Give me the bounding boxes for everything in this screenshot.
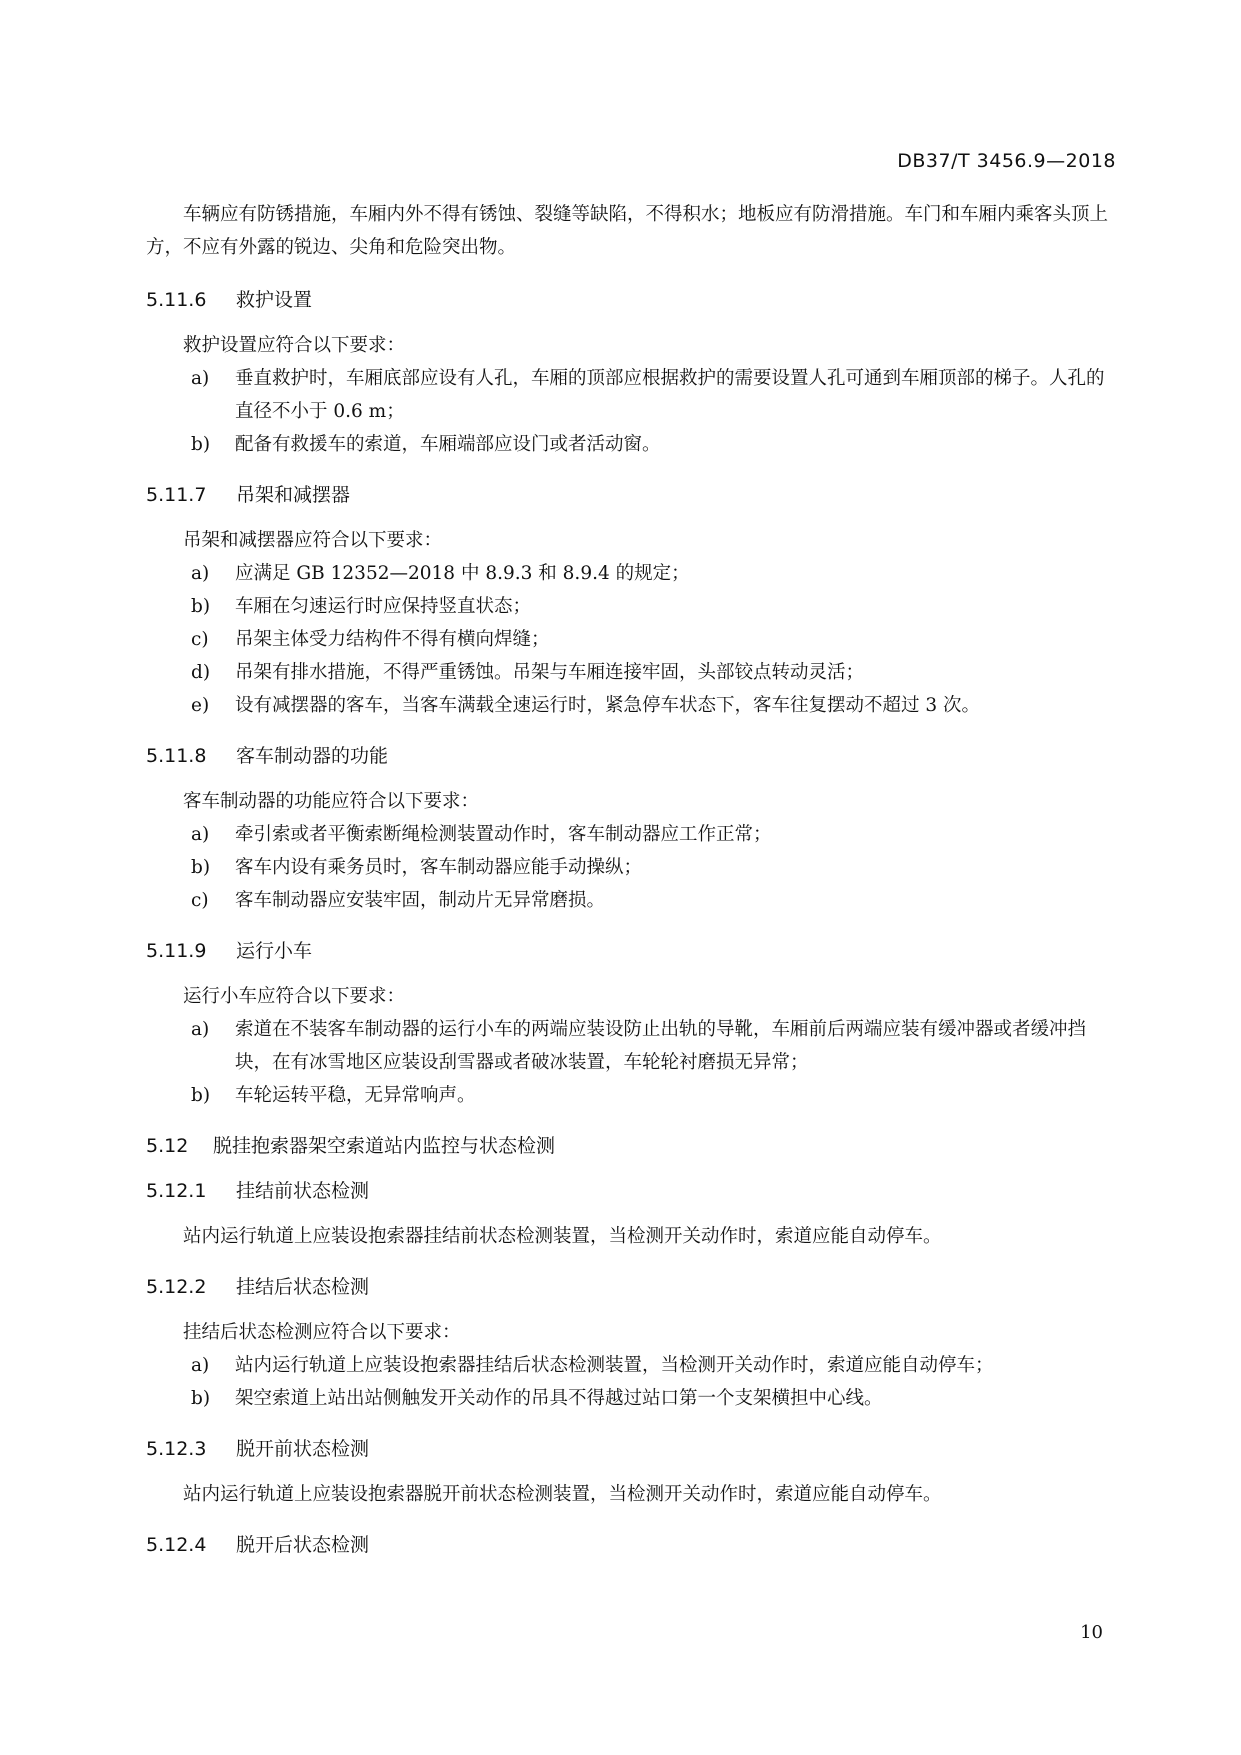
list-item-marker: c) [191,629,209,650]
section-number: 5.12.3 [146,1438,207,1460]
list-item-text: 车厢在匀速运行时应保持竖直状态； [235,596,532,617]
section-number: 5.11.8 [146,745,207,767]
list-item-text: 索道在不装客车制动器的运行小车的两端应装设防止出轨的导靴，车厢前后两端应装有缓冲器或者缓冲挡块，在有冰雪地区应装设刮雪器或者破冰装置，车轮轮衬磨损无异常； [235,1019,1087,1073]
section-title: 脱挂抱索器架空索道站内监控与状态检测 [213,1135,556,1157]
list-item-text: 架空索道上站出站侧触发开关动作的吊具不得越过站口第一个支架横担中心线。 [235,1388,883,1409]
list-item [146,1349,1118,1382]
list-item-marker: a) [191,368,210,389]
section-title: 脱开前状态检测 [236,1438,370,1460]
list-item-marker: b) [191,596,211,617]
section-heading [146,1175,1118,1208]
list-item-marker: a) [191,563,210,584]
section-number: 5.11.9 [146,940,207,962]
list-item-marker: b) [191,434,211,455]
section-title: 挂结后状态检测 [236,1276,370,1298]
list-item [146,623,1118,656]
list-item-marker: a) [191,1019,210,1040]
list-item-marker: a) [191,1355,210,1376]
section-body: 站内运行轨道上应装设抱索器挂结前状态检测装置，当检测开关动作时，索道应能自动停车。 [183,1226,942,1247]
list-item-marker: c) [191,890,209,911]
section-title: 客车制动器的功能 [236,745,389,767]
document-body [146,198,1118,1574]
section-number: 5.11.7 [146,484,207,506]
list-item-text: 垂直救护时，车厢底部应设有人孔，车厢的顶部应根据救护的需要设置人孔可通到车厢顶部的梯子。人孔的直径不小于 0.6 m； [235,368,1105,422]
list-item-text: 应满足 GB 12352—2018 中 8.9.3 和 8.9.4 的规定； [235,563,690,584]
section-title: 脱开后状态检测 [236,1534,370,1556]
list-item [146,818,1118,851]
section-number: 5.12.2 [146,1276,207,1298]
section-title: 吊架和减摆器 [236,484,351,506]
list-item-text: 吊架主体受力结构件不得有横向焊缝； [235,629,550,650]
list-item [146,851,1118,884]
document-code-header: DB37/T 3456.9—2018 [897,150,1116,172]
requirement-list [146,362,1118,461]
section-number: 5.11.6 [146,289,207,311]
list-item [146,884,1118,917]
requirement-list [146,557,1118,722]
section-heading [146,935,1118,968]
list-item-marker: b) [191,857,211,878]
section-number: 5.12.4 [146,1534,207,1556]
section-intro: 吊架和减摆器应符合以下要求： [183,530,443,551]
requirement-list [146,1349,1118,1415]
section-intro: 运行小车应符合以下要求： [183,986,406,1007]
list-item-text: 牵引索或者平衡索断绳检测装置动作时，客车制动器应工作正常； [235,824,772,845]
section-heading [146,1130,1118,1163]
list-item-text: 客车制动器应安装牢固，制动片无异常磨损。 [235,890,606,911]
section-heading [146,740,1118,773]
list-item [146,1013,1118,1079]
section-heading [146,1529,1118,1562]
list-item [146,689,1118,722]
list-item-text: 设有减摆器的客车，当客车满载全速运行时，紧急停车状态下，客车往复摆动不超过 3 次。 [235,695,981,716]
section-number: 5.12.1 [146,1180,207,1202]
list-item-text: 车轮运转平稳，无异常响声。 [235,1085,476,1106]
opening-paragraph: 车辆应有防锈措施，车厢内外不得有锈蚀、裂缝等缺陷，不得积水；地板应有防滑措施。车门和车厢内乘客头顶上方，不应有外露的锐边、尖角和危险突出物。 [146,204,1109,258]
list-item-marker: b) [191,1388,211,1409]
list-item [146,557,1118,590]
list-item-marker: e) [191,695,210,716]
section-body: 站内运行轨道上应装设抱索器脱开前状态检测装置，当检测开关动作时，索道应能自动停车。 [183,1484,942,1505]
section-heading [146,1271,1118,1304]
list-item-text: 配备有救援车的索道，车厢端部应设门或者活动窗。 [235,434,661,455]
section-heading [146,284,1118,317]
list-item [146,362,1118,428]
section-number: 5.12 [146,1135,189,1157]
section-title: 挂结前状态检测 [236,1180,370,1202]
section-heading [146,1433,1118,1466]
list-item [146,590,1118,623]
list-item-text: 客车内设有乘务员时，客车制动器应能手动操纵； [235,857,643,878]
list-item-text: 站内运行轨道上应装设抱索器挂结后状态检测装置，当检测开关动作时，索道应能自动停车； [235,1355,994,1376]
list-item-marker: d) [191,662,211,683]
list-item-marker: a) [191,824,210,845]
page-number: 10 [1080,1622,1103,1643]
list-item [146,1079,1118,1112]
list-item [146,428,1118,461]
list-item [146,1382,1118,1415]
section-intro: 客车制动器的功能应符合以下要求： [183,791,480,812]
list-item-marker: b) [191,1085,211,1106]
section-intro: 救护设置应符合以下要求： [183,335,406,356]
list-item [146,656,1118,689]
section-title: 运行小车 [236,940,313,962]
section-intro: 挂结后状态检测应符合以下要求： [183,1322,461,1343]
section-heading [146,479,1118,512]
section-title: 救护设置 [236,289,313,311]
requirement-list [146,818,1118,917]
list-item-text: 吊架有排水措施，不得严重锈蚀。吊架与车厢连接牢固，头部铰点转动灵活； [235,662,865,683]
requirement-list [146,1013,1118,1112]
